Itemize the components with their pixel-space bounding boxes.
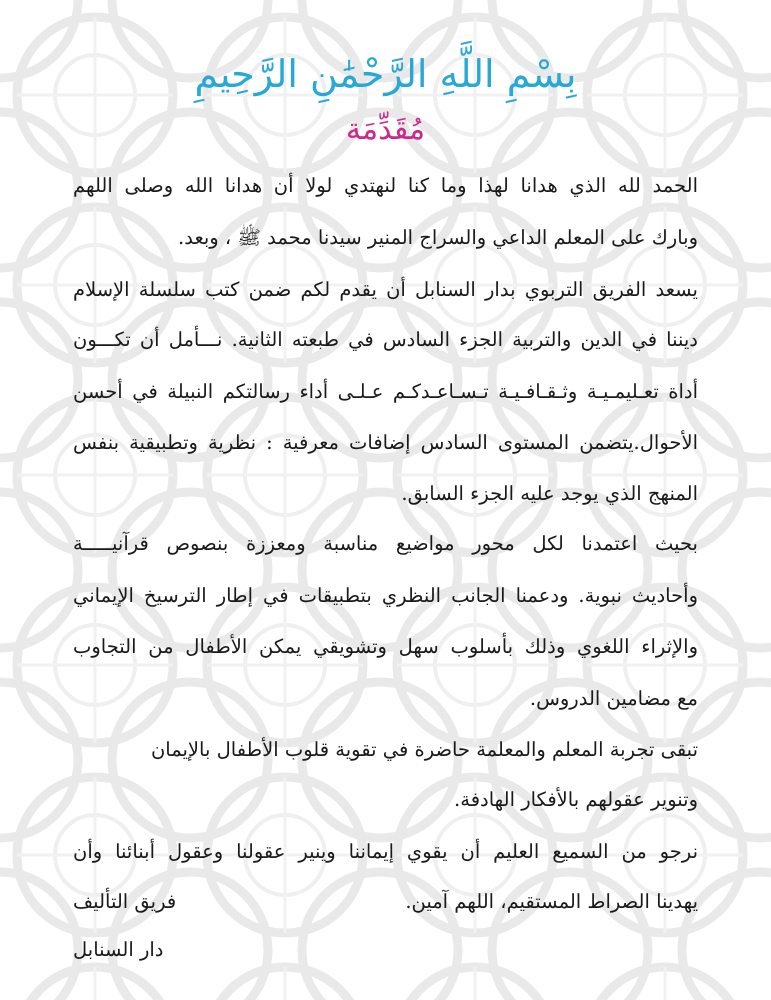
paragraph-line: ديننا في الدين والتربية الجزء السادس في طبعته الثانية. نـــأمل أن تكـــون [73, 328, 698, 351]
paragraph-line: يهدينا الصراط المستقيم، اللهم آمين. [405, 890, 698, 913]
signature-publisher: دار السنابل [73, 938, 164, 961]
paragraph-line: وبارك على المعلم الداعي والسراج المنير سيدنا محمد ﷺ ، وبعد. [178, 226, 698, 249]
paragraph-line: أداة تعـليمـيـة وثـقـافـيـة تـسـاعـدكـم عـلـى أداء رسالتكم النبيلة في أحسن [73, 380, 698, 403]
paragraph-line: يسعد الفريق التربوي بدار السنابل أن يقدم لكم ضمن كتب سلسلة الإسلام [73, 278, 698, 301]
paragraph-line: نرجو من السميع العليم أن يقوي إيماننا وينير عقولنا وعقول أبنائنا وأن [73, 840, 698, 863]
paragraph-line: مع مضامين الدروس. [529, 687, 698, 710]
paragraph-line: وأحاديث نبوية. ودعمنا الجانب النظري بتطبيقات في إطار الترسيخ الإيماني [73, 584, 698, 607]
paragraph-line: الأحوال.يتضمن المستوى السادس إضافات معرفية : نظرية وتطبيقية بنفس [73, 431, 698, 454]
paragraph-line: وتنوير عقولهم بالأفكار الهادفة. [454, 788, 698, 811]
paragraph-line: الحمد لله الذي هدانا لهذا وما كنا لنهتدي لولا أن هدانا الله وصلى اللهم [73, 174, 698, 197]
paragraph-line: المنهج الذي يوجد عليه الجزء السابق. [401, 482, 698, 505]
signature-team: فريق التأليف [73, 890, 177, 913]
paragraph-line: تبقى تجربة المعلم والمعلمة حاضرة في تقوية قلوب الأطفال بالإيمان [150, 738, 698, 761]
paragraph-line: بحيث اعتمدنا لكل محور مواضيع مناسبة ومعززة بنصوص قرآنيـــــة [73, 532, 698, 555]
page-title: مُقَدِّمَة [345, 112, 426, 147]
paragraph-line: والإثراء اللغوي وذلك بأسلوب سهل وتشويقي يمكن الأطفال من التجاوب [73, 635, 698, 658]
basmala-calligraphy: بِسْمِ اللَّهِ الرَّحْمَٰنِ الرَّحِيمِ [194, 52, 577, 96]
